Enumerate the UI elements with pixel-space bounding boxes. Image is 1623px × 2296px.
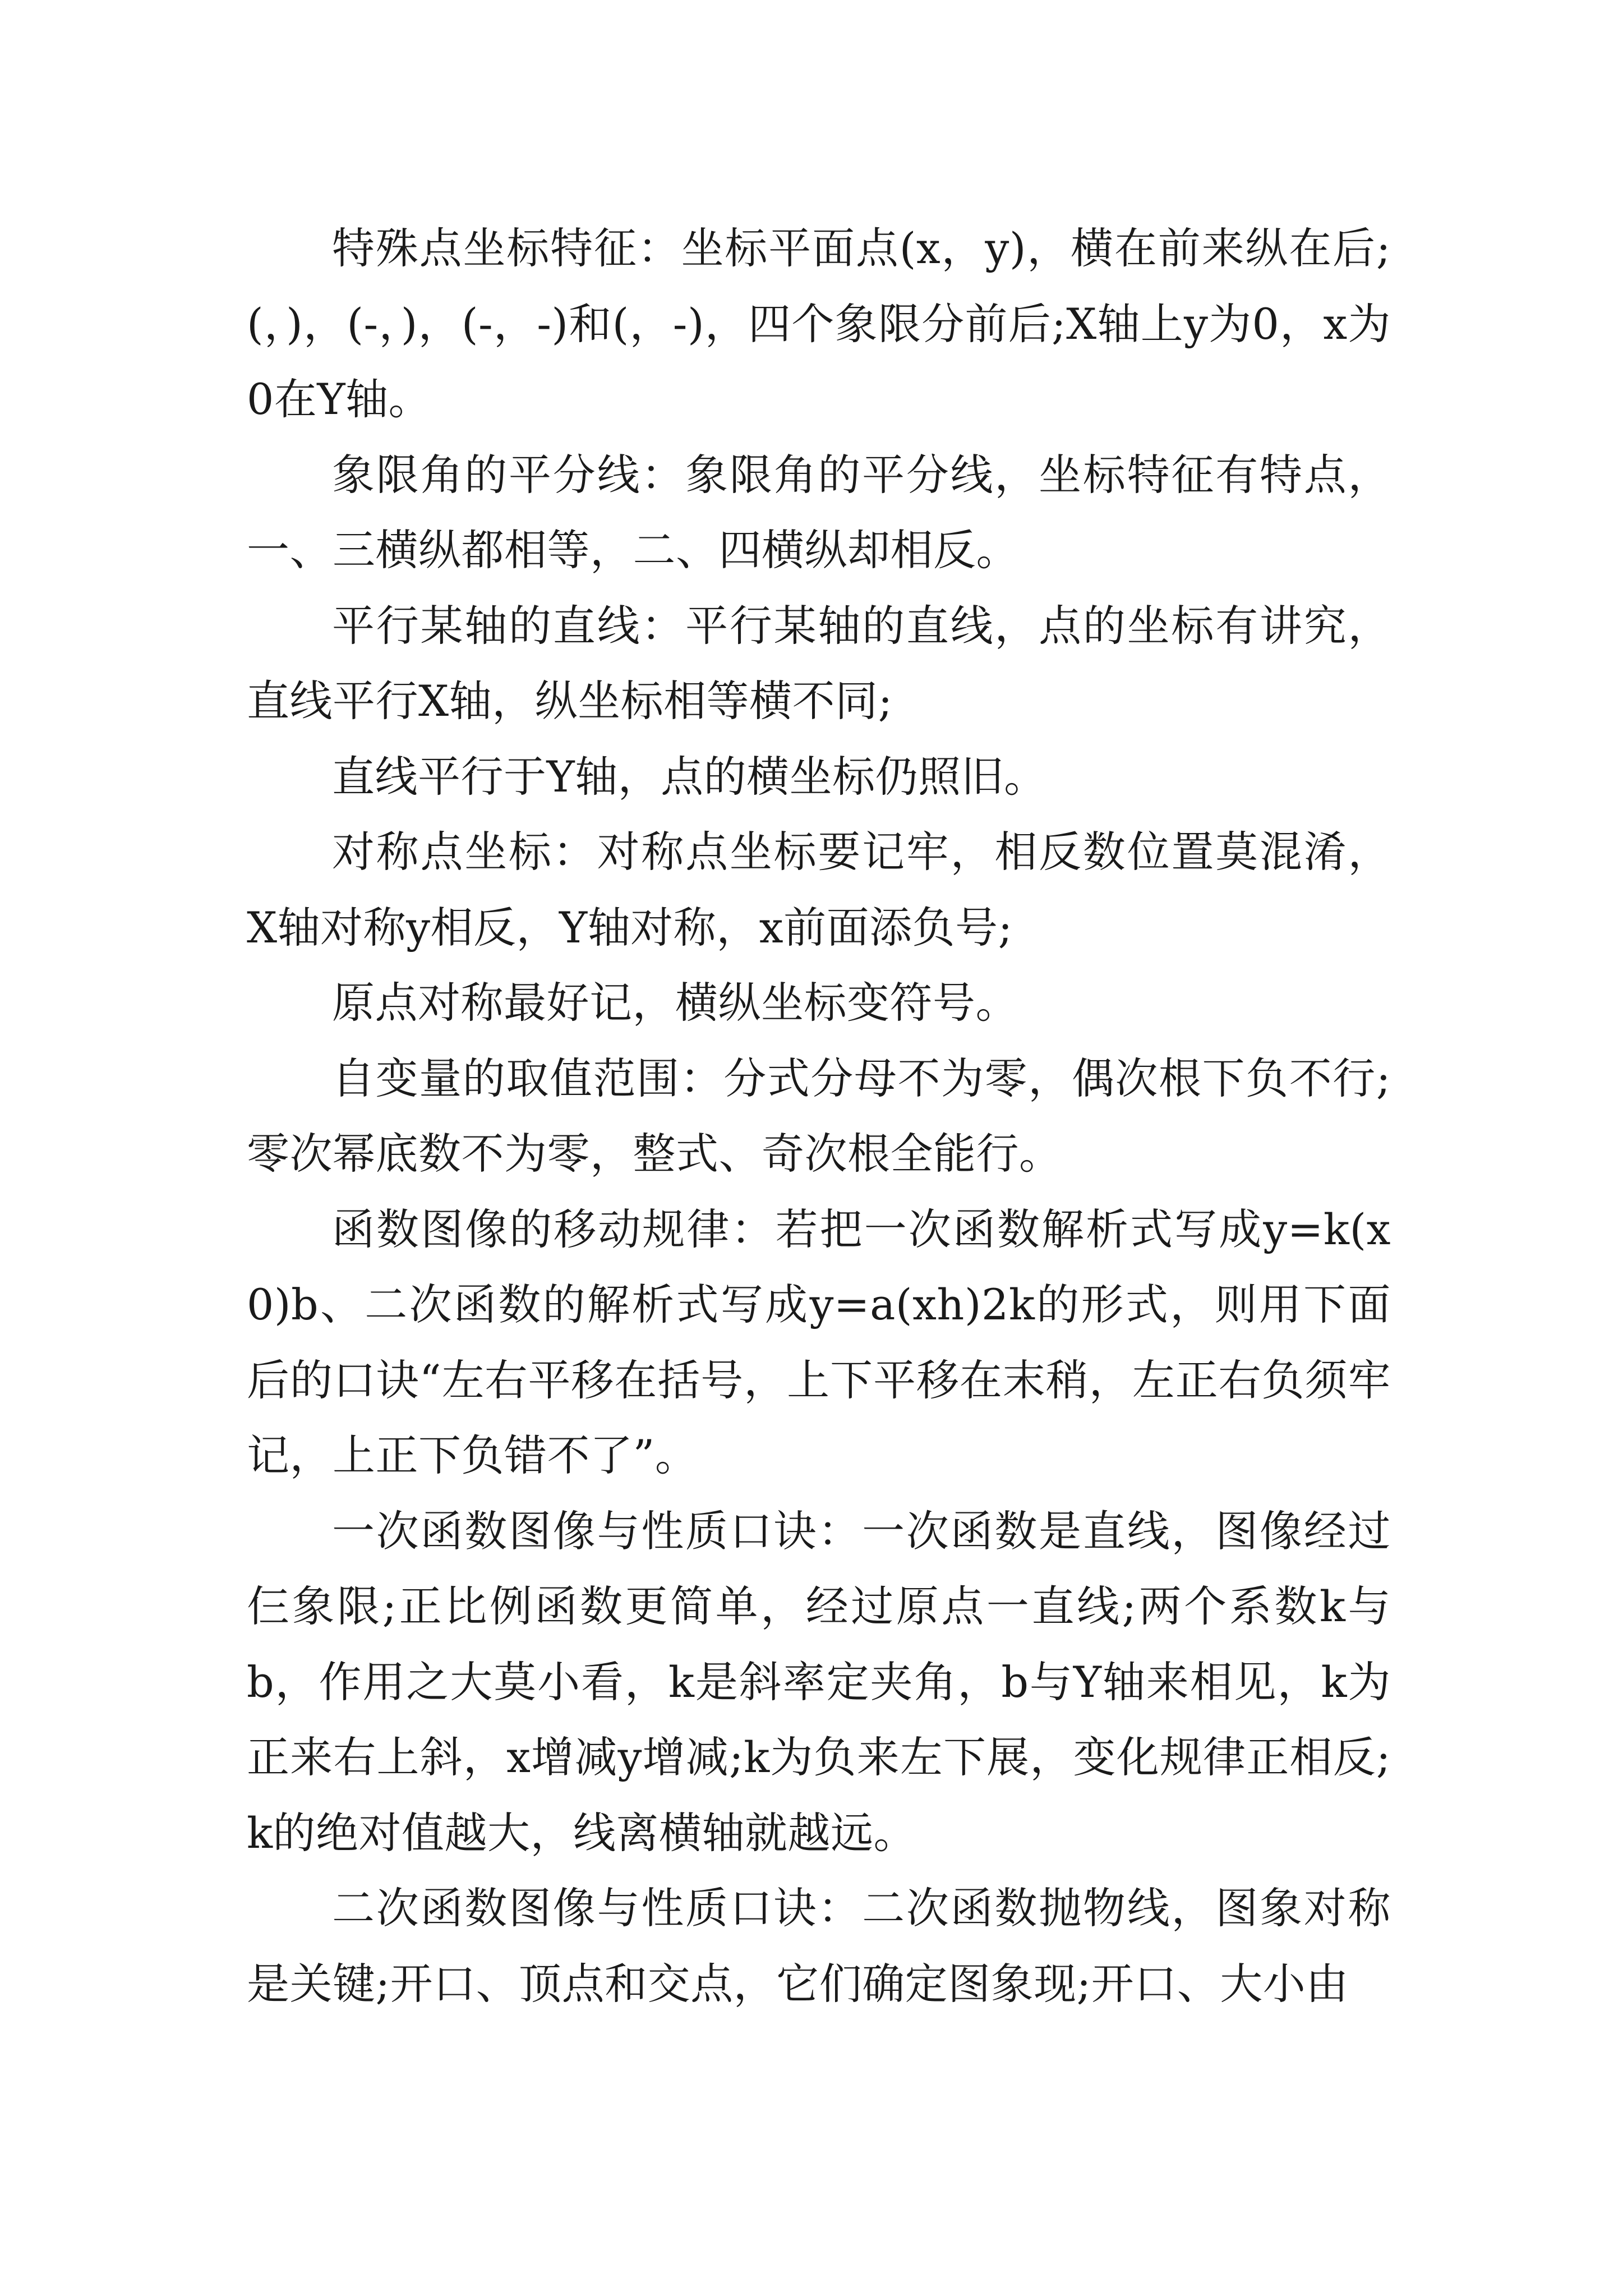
paragraph-linear-function-mnemonic: 一次函数图像与性质口诀：一次函数是直线，图像经过仨象限;正比例函数更简单，经过原点一直线;两个系数k与b，作用之大莫小看，k是斜率定夹角，b与Y轴来相见，k为正来右上斜，x增减y增减;k为负来左下展，变化规律正相反;k的绝对值越大，线离横轴就越远。 (247, 1506, 1391, 1858)
paragraph-variable-domain: 自变量的取值范围：分式分母不为零，偶次根下负不行;零次幂底数不为零，整式、奇次根全能行。 (247, 1053, 1391, 1179)
paragraph-symmetric-points: 对称点坐标：对称点坐标要记牢，相反数位置莫混淆，X轴对称y相反，Y轴对称，x前面添负号; (247, 827, 1391, 953)
paragraph-parallel-y-axis: 直线平行于Y轴，点的横坐标仍照旧。 (332, 751, 1047, 802)
document-body (247, 211, 1391, 2022)
paragraph-quadratic-function-mnemonic: 二次函数图像与性质口诀：二次函数抛物线，图象对称是关键;开口、顶点和交点，它们确定图象现;开口、大小由 (247, 1883, 1391, 2009)
paragraph-parallel-axis-line: 平行某轴的直线：平行某轴的直线，点的坐标有讲究，直线平行X轴，纵坐标相等横不同; (247, 600, 1391, 726)
paragraph-origin-symmetry: 原点对称最好记，横纵坐标变符号。 (332, 978, 1018, 1028)
paragraph-graph-shift-rules: 函数图像的移动规律：若把一次函数解析式写成y=k(x0)b、二次函数的解析式写成y=a(xh)2k的形式，则用下面后的口诀“左右平移在括号，上下平移在末稍，左正右负须牢记，上正下负错不了”。 (247, 1204, 1391, 1480)
paragraph-special-point-coordinates: 特殊点坐标特征：坐标平面点(x，y)，横在前来纵在后;(，)，(-，)，(-，-)和(，-)，四个象限分前后;X轴上y为0，x为0在Y轴。 (247, 223, 1391, 424)
paragraph-quadrant-bisector: 象限角的平分线：象限角的平分线，坐标特征有特点，一、三横纵都相等，二、四横纵却相反。 (247, 449, 1391, 575)
